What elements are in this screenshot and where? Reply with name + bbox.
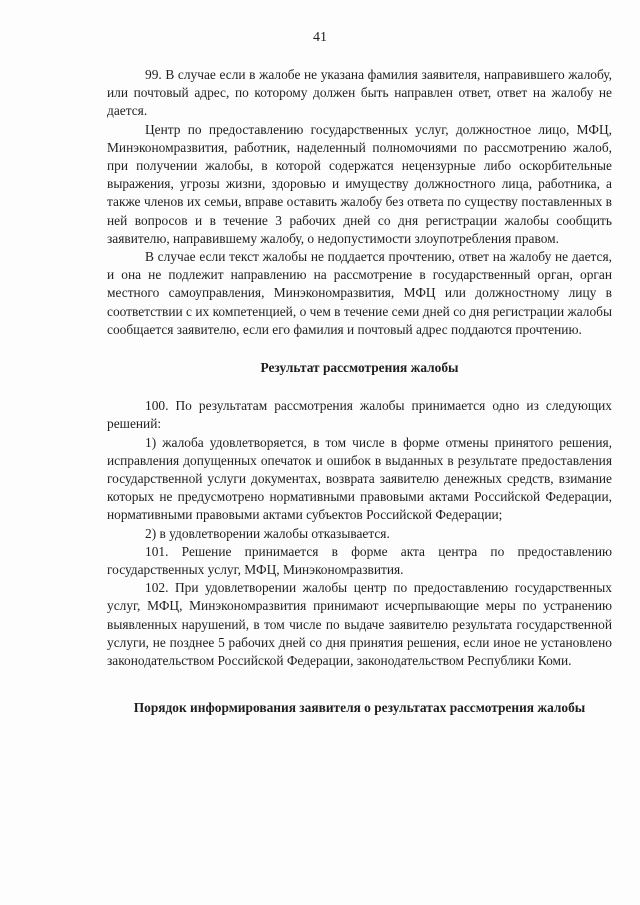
- paragraph-102: 102. При удовлетворении жалобы центр по предоставлению государственных услуг, МФЦ, Минэкономразвития принимают исчерпывающие меры по устранению выявленных нарушений, в том числе по выдаче заявителю результата государственной услуги, не позднее 5 рабочих дней со дня принятия решения, если иное не установлено законодательством Российской Федерации, законодательством Республики Коми.: [107, 580, 612, 669]
- paragraph-99: 99. В случае если в жалобе не указана фамилия заявителя, направившего жалобу, или почтовый адрес, по которому должен быть направлен ответ, ответ на жалобу не дается.: [107, 67, 612, 119]
- paragraph-100-item-2: 2) в удовлетворении жалобы отказывается.: [145, 525, 390, 541]
- paragraph-100: 100. По результатам рассмотрения жалобы принимается одно из следующих решений:: [107, 398, 612, 432]
- paragraph-100-item-1: 1) жалоба удовлетворяется, в том числе в форме отмены принятого решения, исправления допущенных опечаток и ошибок в выданных в результате предоставления государственной услуги документах, возврата заявителю денежных средств, взимание которых не предусмотрено нормативными правовыми актами Российской Федерации, нормативными правовыми актами субъектов Российской Федерации;: [107, 434, 612, 523]
- paragraph-101: 101. Решение принимается в форме акта центра по предоставлению государственных услуг, МФЦ, Минэкономразвития.: [107, 543, 612, 578]
- page-number: 41: [313, 30, 327, 45]
- section-heading-result: Результат рассмотрения жалобы: [260, 360, 459, 376]
- paragraph-center-obscene: Центр по предоставлению государственных услуг, должностное лицо, МФЦ, Минэкономразвития, работник, наделенный полномочиями по рассмотрению жалоб, при получении жалобы, в которой содержатся нецензурные либо оскорбительные выражения, угрозы жизни, здоровью и имуществу должностного лица, работника, а также членов их семьи, вправе оставить жалобу без ответа по существу поставленных в ней вопросов и в течение 3 рабочих дней со дня регистрации жалобы сообщить заявителю, направившему жалобу, о недопустимости злоупотребления правом.: [107, 121, 612, 246]
- paragraph-unreadable-text: В случае если текст жалобы не поддается прочтению, ответ на жалобу не дается, и она не подлежит направлению на рассмотрение в государственный орган, орган местного самоуправления, Минэкономразвития, МФЦ или должностному лицу в соответствии с их компетенцией, о чем в течение семи дней со дня регистрации жалобы сообщается заявителю, если его фамилия и почтовый адрес поддаются прочтению.: [107, 249, 612, 337]
- document-body: [107, 66, 612, 717]
- section-heading-informing: Порядок информирования заявителя о результатах рассмотрения жалобы: [133, 700, 586, 716]
